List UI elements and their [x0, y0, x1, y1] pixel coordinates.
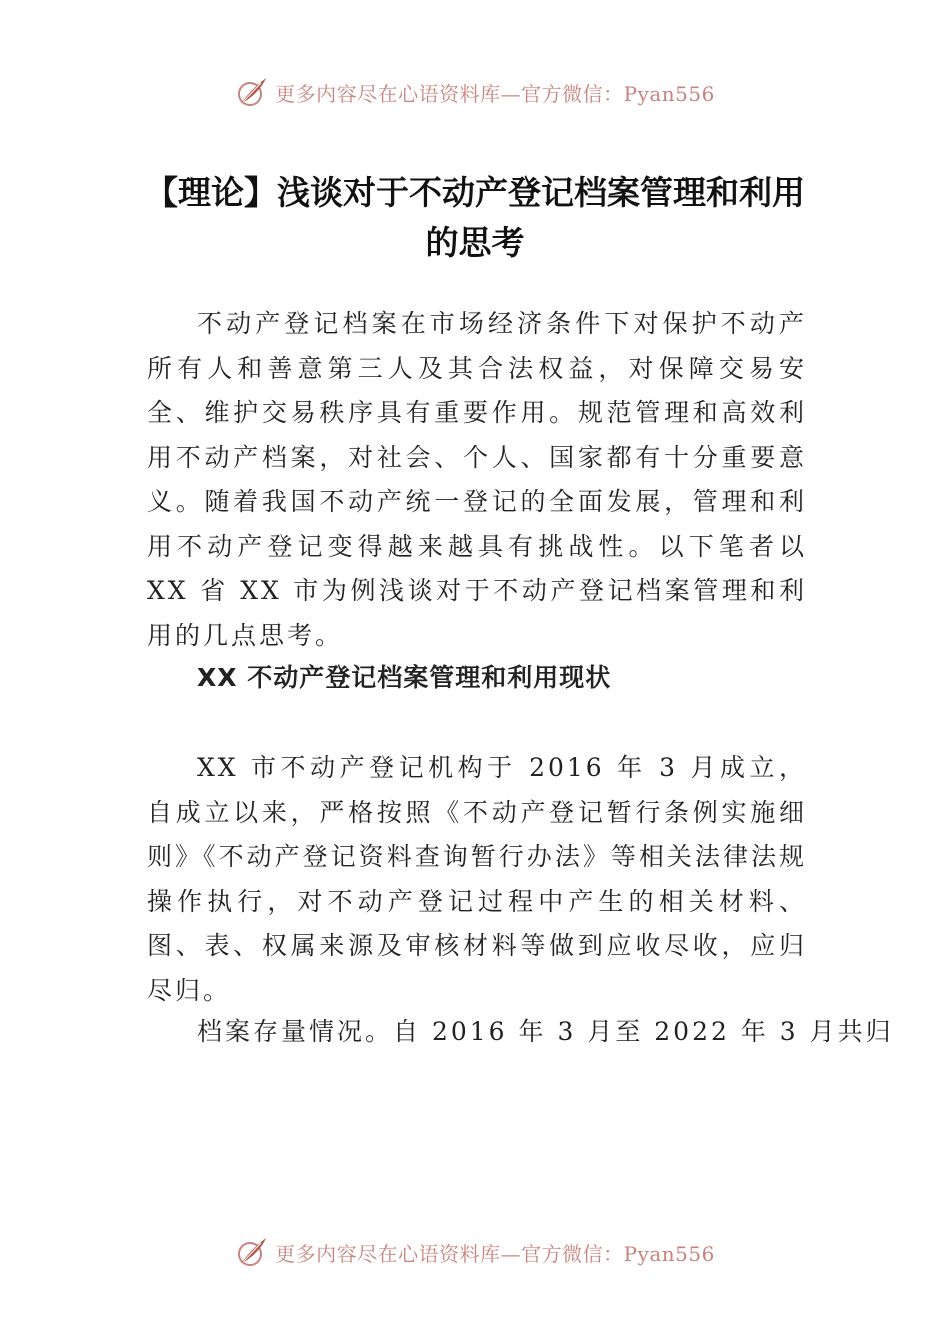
- banner-text: 更多内容尽在心语资料库—官方微信：Pyan556: [275, 1241, 715, 1266]
- header-banner: [0, 72, 950, 112]
- paragraph-archive: 档案存量情况。自 2016 年 3 月至 2022 年 3 月共归: [197, 1017, 894, 1046]
- paragraph-status: XX 市不动产登记机构于 2016 年 3 月成立，自成立以来，严格按照《不动产登记暂行条例实施细则》《不动产登记资料查询暂行办法》等相关法律法规操作执行，对不动产登记过程中产生的相关材料、图、表、权属来源及审核材料等做到应收尽收，应归尽归。: [147, 753, 807, 1005]
- banner-text: 更多内容尽在心语资料库—官方微信：Pyan556: [275, 81, 715, 106]
- feather-pen-icon: [235, 1235, 269, 1269]
- feather-pen-icon: [235, 75, 269, 109]
- paragraph-intro: 不动产登记档案在市场经济条件下对保护不动产所有人和善意第三人及其合法权益，对保障交易安全、维护交易秩序具有重要作用。规范管理和高效利用不动产档案，对社会、个人、国家都有十分重要意义。随着我国不动产统一登记的全面发展，管理和利用不动产登记变得越来越具有挑战性。以下笔者以 XX 省 XX 市为例浅谈对于不动产登记档案管理和利用的几点思考。: [147, 309, 807, 650]
- section-heading: XX 不动产登记档案管理和利用现状: [197, 663, 612, 692]
- document-title: 【理论】浅谈对于不动产登记档案管理和利用的思考: [145, 173, 805, 262]
- footer-banner: [0, 1232, 950, 1272]
